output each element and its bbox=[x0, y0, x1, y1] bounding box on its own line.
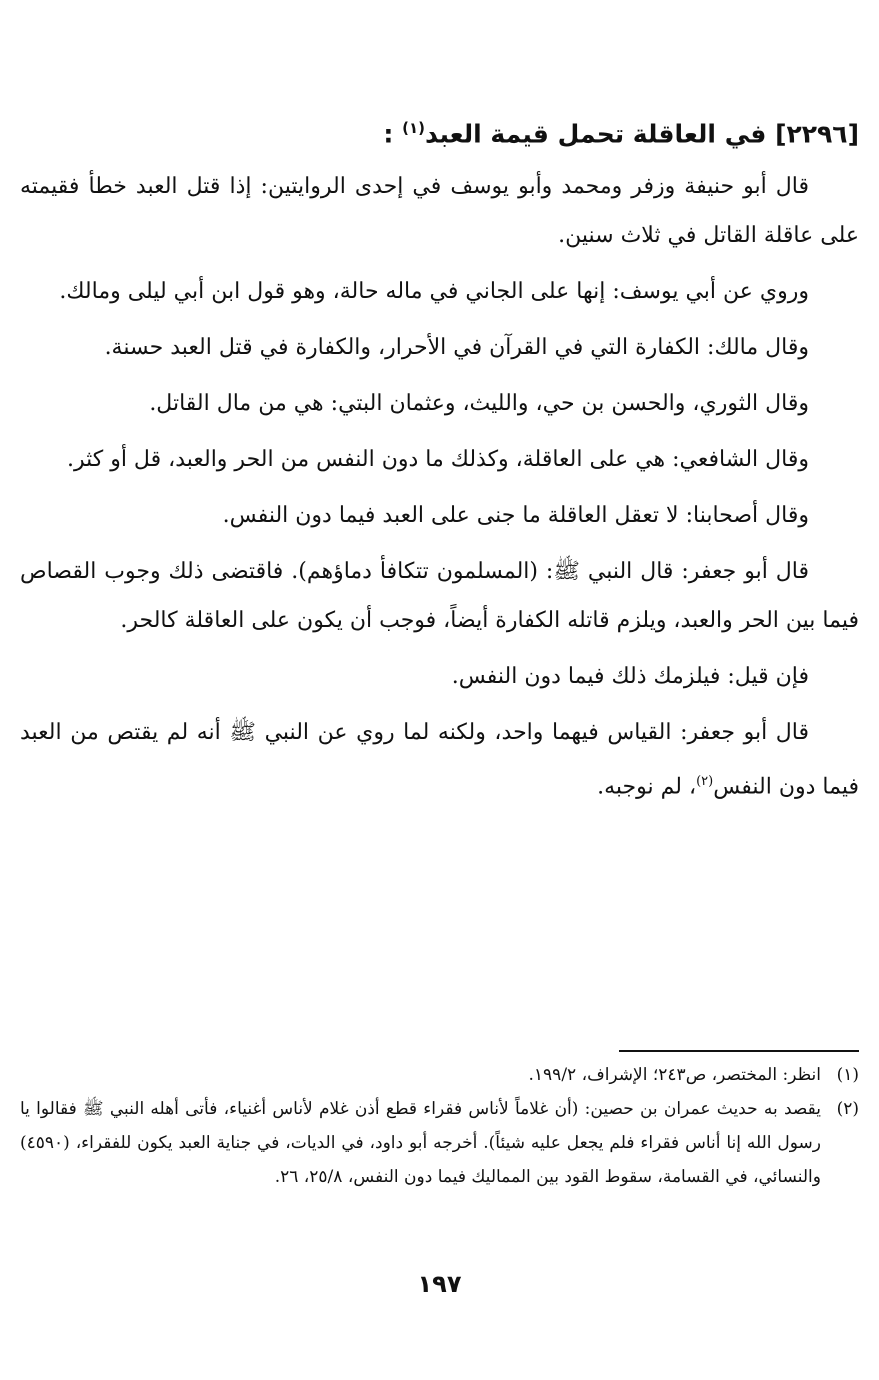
paragraph: وروي عن أبي يوسف: إنها على الجاني في ماله حالة، وهو قول ابن أبي ليلى ومالك. bbox=[59, 279, 809, 305]
section-number: [٢٢٩٦] bbox=[775, 119, 859, 149]
main-text bbox=[20, 108, 859, 819]
paragraph: وقال الثوري، والحسن بن حي، والليث، وعثمان البتي: هي من مال القاتل. bbox=[149, 391, 809, 417]
footnote-1 bbox=[20, 1058, 859, 1092]
paragraph: قال أبو حنيفة وزفر ومحمد وأبو يوسف في إحدى الروايتين: إذا قتل العبد خطأ فقيمته على عاقلة القاتل في ثلاث سنين. bbox=[20, 174, 859, 249]
footnote-text: انظر: المختصر، ص٢٤٣؛ الإشراف، ١٩٩/٢. bbox=[528, 1065, 821, 1085]
section-title: في العاقلة تحمل قيمة العبد bbox=[425, 119, 767, 149]
heading-colon: : bbox=[383, 119, 394, 149]
paragraph: وقال الشافعي: هي على العاقلة، وكذلك ما دون النفس من الحر والعبد، قل أو كثر. bbox=[66, 447, 809, 473]
section-heading bbox=[20, 108, 859, 154]
footnote-2 bbox=[20, 1092, 859, 1194]
footnote-ref-1[interactable]: (١) bbox=[402, 119, 425, 137]
paragraph: وقال مالك: الكفارة التي في القرآن في الأحرار، والكفارة في قتل العبد حسنة. bbox=[104, 335, 809, 361]
paragraph-text: ، لم نوجبه. bbox=[597, 774, 697, 800]
footnote-ref-2[interactable]: (٢) bbox=[696, 774, 714, 790]
paragraph: وقال أصحابنا: لا تعقل العاقلة ما جنى على العبد فيما دون النفس. bbox=[222, 503, 809, 529]
footnote-mark: (١) bbox=[836, 1065, 859, 1085]
footnote-mark: (٢) bbox=[836, 1099, 859, 1119]
footnote-text: يقصد به حديث عمران بن حصين: (أن غلاماً لأناس فقراء قطع أذن غلام لأناس أغنياء، فأتى أهله النبي ﷺ فقالوا يا رسول الله إنا أناس فقراء فلم يجعل عليه شيئاً). أخرجه أبو داود، في الديات، في جناية العبد يكون للفقراء، (٤٥٩٠) والنسائي، في القسامة، سقوط القود بين المماليك فيما دون النفس، ٢٥/٨، ٢٦. bbox=[20, 1099, 821, 1187]
page-number: ١٩٧ bbox=[417, 1270, 462, 1298]
paragraph: قال أبو جعفر: قال النبي ﷺ: (المسلمون تتكافأ دماؤهم). فاقتضى ذلك وجوب القصاص فيما بين الحر والعبد، ويلزم قاتله الكفارة أيضاً، فوجب أن يكون على العاقلة كالحر. bbox=[20, 559, 859, 634]
footnotes bbox=[20, 1058, 859, 1194]
paragraph bbox=[20, 708, 859, 811]
paragraph-text: قال أبو جعفر: القياس فيهما واحد، ولكنه لما روي عن النبي ﷺ أنه لم يقتص من العبد فيما دون النفس bbox=[20, 720, 859, 800]
paragraph: فإن قيل: فيلزمك ذلك فيما دون النفس. bbox=[451, 664, 809, 690]
footnote-divider bbox=[619, 1050, 859, 1052]
